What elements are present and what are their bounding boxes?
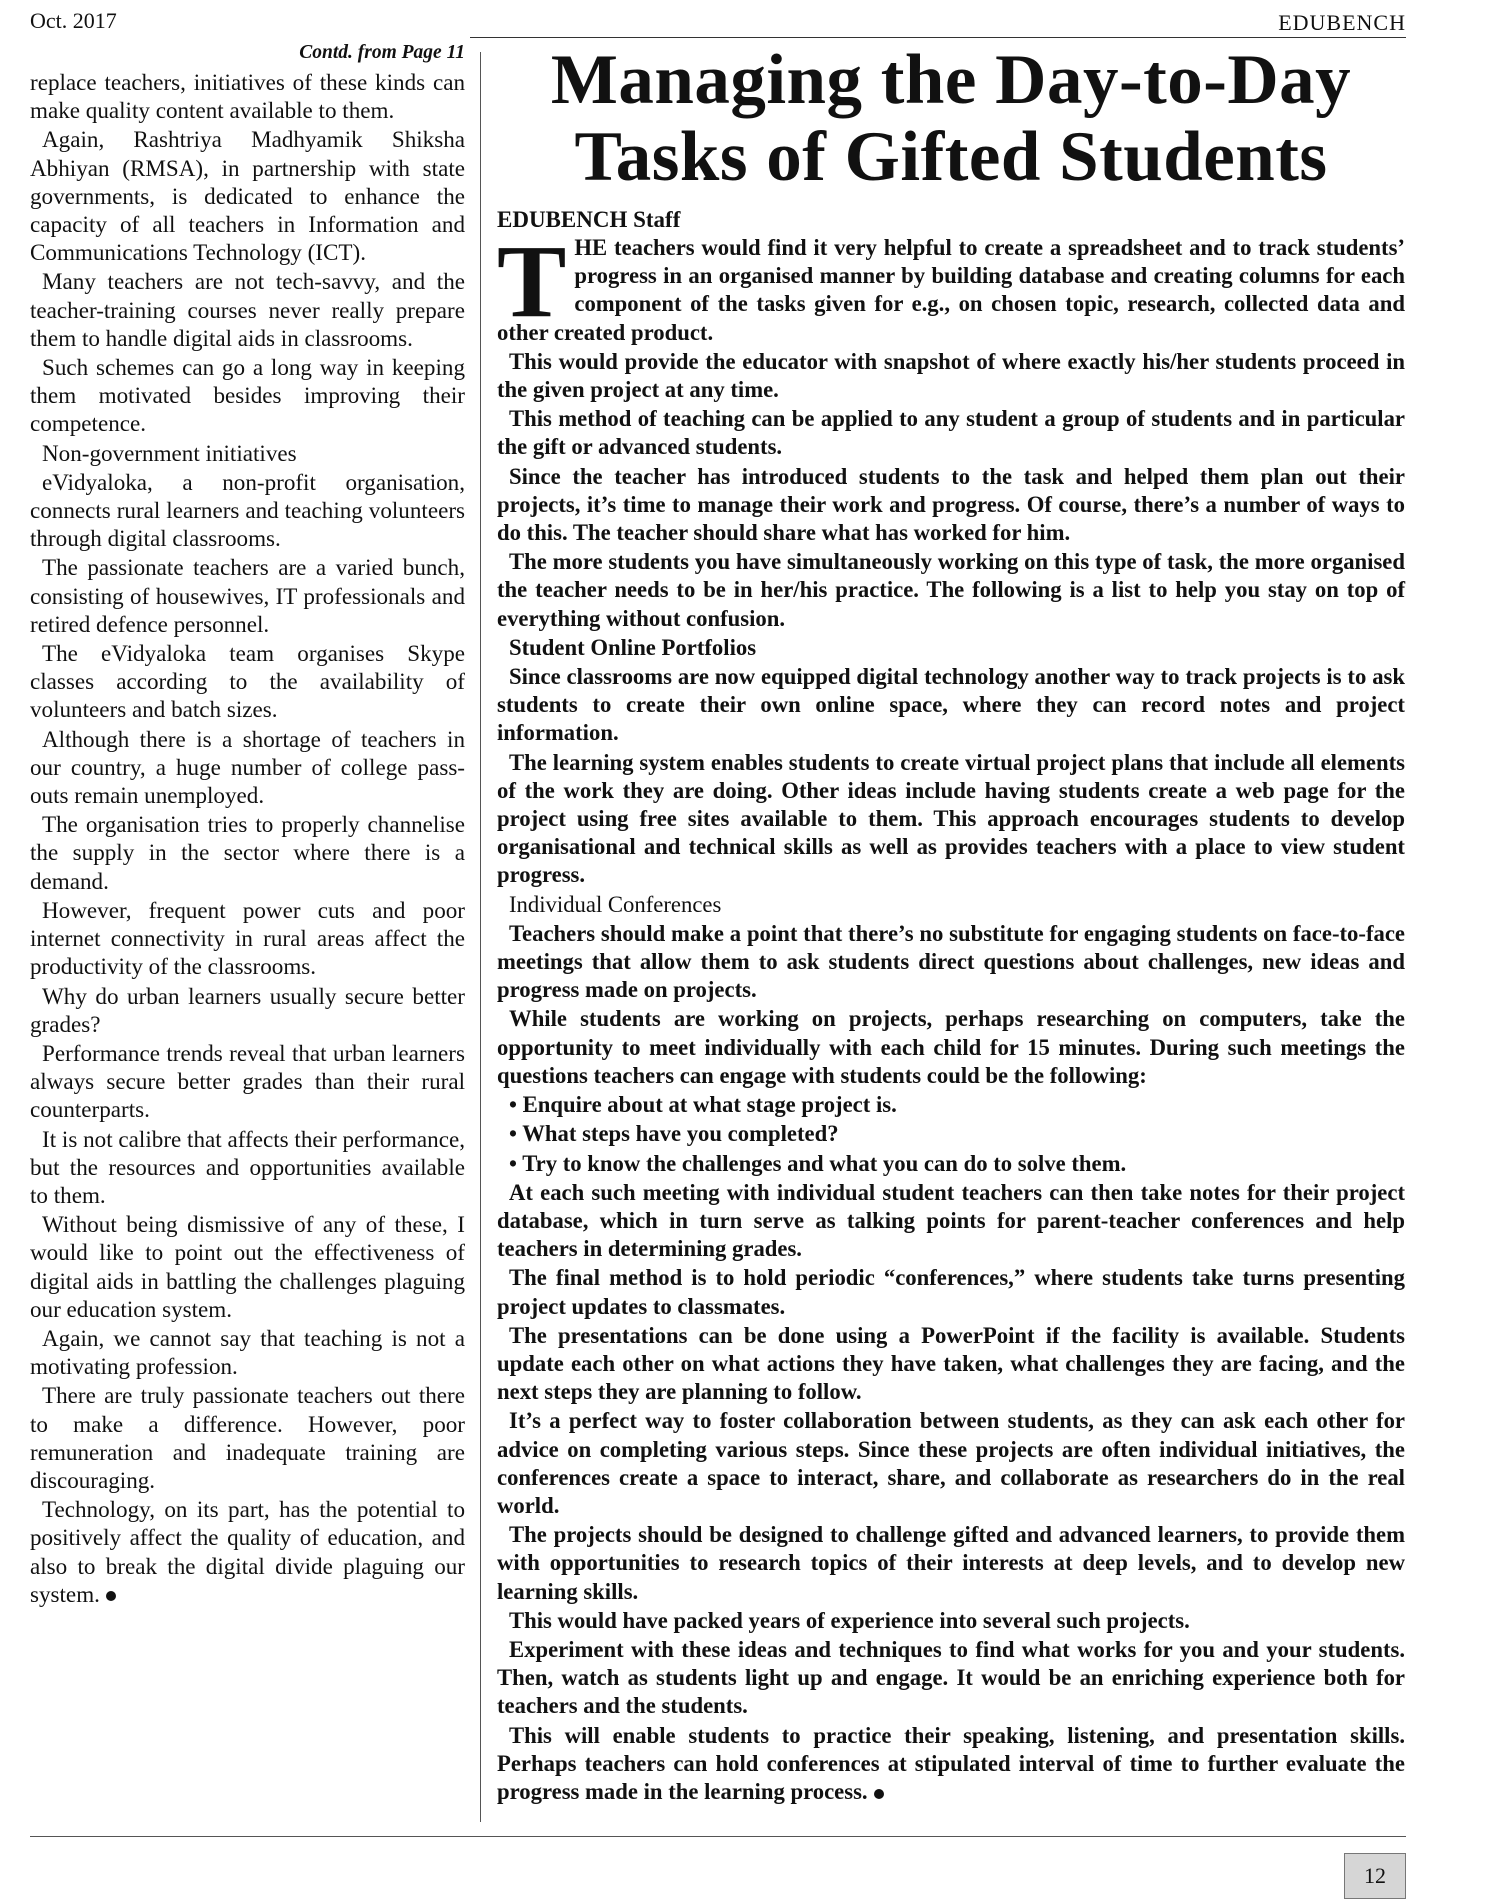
article-paragraph: The more students you have simultaneously working on this type of task, the more organised the teacher needs to be in her/his practice. The following is a list to help you stay on top of everything without confusion. (497, 549, 1405, 631)
article-paragraph-last (497, 1722, 1405, 1807)
bullet-item: • What steps have you completed? (509, 1121, 839, 1147)
article-byline: EDUBENCH Staff (497, 207, 681, 232)
issue-date: Oct. 2017 (30, 8, 117, 33)
article-lead (497, 224, 1405, 347)
article-paragraph: The final method is to hold periodic “conferences,” where students take turns presenting project updates to classmates. (497, 1265, 1405, 1319)
left-paragraph: Again, Rashtriya Madhyamik Shiksha Abhiyan (RMSA), in partnership with state governments, is dedicated to enhance the capacity of all teachers in Information and Communications Technology (ICT). (30, 126, 465, 266)
left-paragraph: Again, we cannot say that teaching is not a motivating profession. (30, 1324, 465, 1380)
article (497, 42, 1405, 1807)
article-title: Managing the Day-to-Day Tasks of Gifted Students (550, 41, 1352, 196)
left-paragraph: However, frequent power cuts and poor internet connectivity in rural areas affect the productivity of the classrooms. (30, 896, 465, 980)
article-paragraph: At each such meeting with individual student teachers can then take notes for their project database, which in turn serve as talking points for parent-teacher conferences and help teachers in determining grades. (497, 1179, 1405, 1262)
bullet-item: • Try to know the challenges and what you can do to solve them. (509, 1150, 1127, 1176)
drop-cap: T (497, 224, 567, 339)
left-paragraph: replace teachers, initiatives of these kinds can make quality content available to them. (30, 69, 465, 124)
bullet-item: • Enquire about at what stage project is. (509, 1092, 897, 1118)
article-paragraph: This method of teaching can be applied to any student a group of students and in particular the gift or advanced students. (497, 406, 1405, 460)
article-paragraph: The presentations can be done using a PowerPoint if the facility is available. Students update each other on what actions they have taken, what challenges they are facing, and the next steps they are planning to follow. (497, 1322, 1405, 1405)
publication-name: EDUBENCH (1278, 10, 1406, 35)
left-paragraph: Such schemes can go a long way in keeping them motivated besides improving their competence. (30, 354, 465, 437)
continued-note: Contd. from Page 11 (299, 42, 465, 63)
column-divider (480, 52, 481, 1822)
left-paragraph: The passionate teachers are a varied bunch, consisting of housewives, IT professionals and retired defence personnel. (30, 554, 465, 637)
article-paragraph: This would have packed years of experience into several such projects. (509, 1607, 1190, 1633)
article-paragraph: It’s a perfect way to foster collaboration between students, as they can ask each other for advice on completing various steps. Since these projects are often individual initiatives, the conferences create a space to interact, share, and collaborate as researchers do in the real world. (497, 1408, 1405, 1518)
header-rule (470, 37, 1406, 38)
article-paragraph: Teachers should make a point that there’s no substitute for engaging students on face-to-face meetings that allow them to ask students direct questions about challenges, new ideas and progress made on projects. (497, 920, 1405, 1003)
left-paragraph: The organisation tries to properly channelise the supply in the sector where there is a demand. (30, 811, 465, 894)
article-paragraph: Since the teacher has introduced students to the task and helped them plan out their projects, it’s time to manage their work and progress. Of course, there’s a number of ways to do this. The teacher should share what has worked for him. (497, 463, 1405, 546)
footer-rule (30, 1836, 1406, 1837)
page-number: 12 (1344, 1853, 1406, 1899)
left-paragraph-text: Technology, on its part, has the potential to positively affect the quality of education, and also to break the digital divide plaguing our system. (30, 1496, 465, 1607)
left-subheading: Why do urban learners usually secure better grades? (30, 982, 465, 1037)
left-paragraph: There are truly passionate teachers out there to make a difference. However, poor remuneration and inadequate training are discouraging. (30, 1382, 465, 1493)
left-paragraph: Without being dismissive of any of these, I would like to point out the effectiveness of digital aids in battling the challenges plaguing our education system. (30, 1211, 465, 1322)
article-paragraph: Since classrooms are now equipped digital technology another way to track projects is to ask students to create their own online space, where they can record notes and project information. (497, 664, 1405, 746)
left-subheading: Non-government initiatives (42, 439, 297, 466)
left-paragraph-last (30, 1495, 465, 1608)
article-lead-text: HE teachers would find it very helpful to create a spreadsheet and to track students’ progress in an organised manner by building database and creating columns for each component of the tasks given for e.g., on chosen topic, research, collected data and other created product. (497, 235, 1405, 345)
article-paragraph: The projects should be designed to challenge gifted and advanced learners, to provide them with opportunities to research topics of their interests at deep levels, and to develop new learning skills. (497, 1522, 1405, 1604)
article-paragraph-text: This will enable students to practice their speaking, listening, and presentation skills. Perhaps teachers can hold conferences at stipulated interval of time to further evaluate the progress made in the learning process. (497, 1722, 1405, 1804)
subheading-online-portfolios: Student Online Portfolios (509, 634, 757, 660)
left-column (30, 42, 465, 1609)
subheading-individual-conferences: Individual Conferences (509, 891, 722, 917)
article-paragraph: The learning system enables students to create virtual project plans that include all elements of the work they are doing. Other ideas include having students create a web page for the project using free sites available to them. This approach encourages students to develop organisational and technical skills as well as provides teachers with a place to view student progress. (497, 749, 1405, 888)
left-paragraph: The eVidyaloka team organises Skype classes according to the availability of volunteers and batch sizes. (30, 640, 465, 723)
left-paragraph: Although there is a shortage of teachers in our country, a huge number of college pass-outs remain unemployed. (30, 725, 465, 809)
left-paragraph: eVidyaloka, a non-profit organisation, connects rural learners and teaching volunteers through digital classrooms. (30, 468, 465, 552)
end-mark-icon (874, 1789, 884, 1799)
left-paragraph: Performance trends reveal that urban learners always secure better grades than their rural counterparts. (30, 1039, 465, 1123)
article-paragraph: Experiment with these ideas and techniques to find what works for you and your students. Then, watch as students light up and engage. It would be an enriching experience both for teachers and the students. (497, 1636, 1405, 1719)
article-paragraph: This would provide the educator with snapshot of where exactly his/her students proceed in the given project at any time. (497, 348, 1405, 403)
left-paragraph: Many teachers are not tech-savvy, and the teacher-training courses never really prepare them to handle digital aids in classrooms. (30, 268, 465, 351)
end-mark-icon (106, 1591, 116, 1601)
article-paragraph: While students are working on projects, perhaps researching on computers, take the opportunity to meet individually with each child for 15 minutes. During such meetings the questions teachers can engage with students could be the following: (497, 1006, 1405, 1088)
left-paragraph: It is not calibre that affects their performance, but the resources and opportunities available to them. (30, 1125, 465, 1208)
